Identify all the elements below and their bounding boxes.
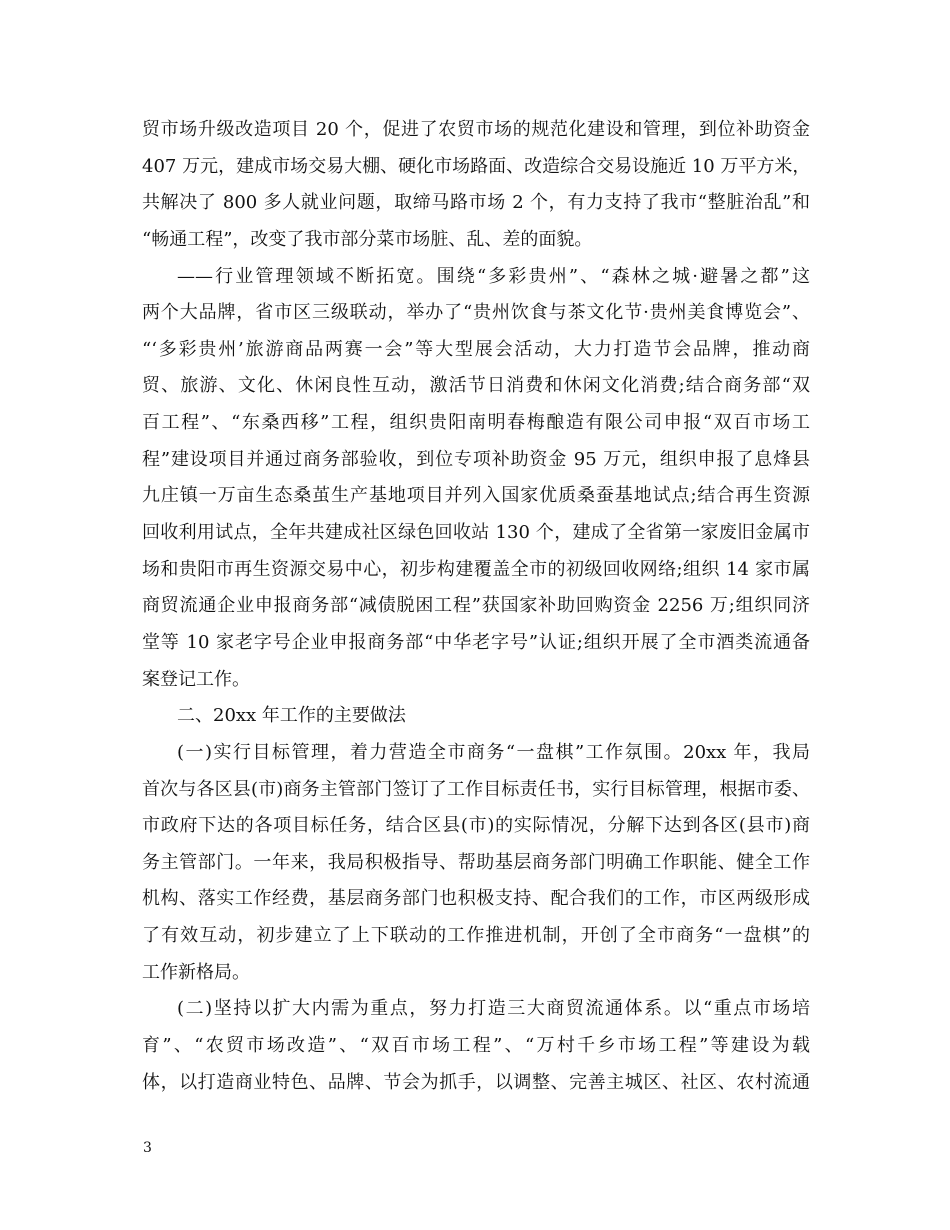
text-line: 案登记工作。 [142,668,250,690]
page-number: 3 [143,1140,152,1156]
text-line: 体，以打造商业特色、品牌、节会为抓手，以调整、完善主城区、社区、农村流通 [142,1071,810,1093]
text-line: 共解决了 800 多人就业问题，取缔马路市场 2 个，有力支持了我市“整脏治乱”和 [142,192,810,214]
text-line: 务主管部门。一年来，我局积极指导、帮助基层商务部门明确工作职能、健全工作 [142,851,810,873]
paragraph [142,259,810,699]
text-line: 机构、落实工作经费，基层商务部门也积极支持、配合我们的工作，市区两级形成 [142,888,810,910]
text-line: (二)坚持以扩大内需为重点，努力打造三大商贸流通体系。以“重点市场培 [177,998,810,1020]
text-line: 贸市场升级改造项目 20 个，促进了农贸市场的规范化建设和管理，到位补助资金 [142,119,810,140]
text-line: (一)实行目标管理，着力营造全市商务“一盘棋”工作氛围。20xx 年，我局 [177,741,810,763]
text-line: 首次与各区县(市)商务主管部门签订了工作目标责任书，实行目标管理，根据市委、 [142,778,810,800]
text-line: 九庄镇一万亩生态桑茧生产基地项目并列入国家优质桑蚕基地试点;结合再生资源 [142,485,810,507]
text-line: 堂等 10 家老字号企业申报商务部“中华老字号”认证;组织开展了全市酒类流通备 [142,631,810,653]
text-line: 场和贵阳市再生资源交易中心，初步构建覆盖全市的初级回收网络;组织 14 家市属 [142,558,810,580]
paragraph [142,735,810,991]
text-line: 回收利用试点，全年共建成社区绿色回收站 130 个，建成了全省第一家废旧金属市 [142,522,810,544]
text-line: 育”、“农贸市场改造”、“双百市场工程”、“万村千乡市场工程”等建设为载 [142,1035,810,1057]
text-line: 贸、旅游、文化、休闲良性互动，激活节日消费和休闲文化消费;结合商务部“双 [142,375,810,397]
paragraph [142,112,810,259]
text-line: 市政府下达的各项目标任务，结合区县(市)的实际情况，分解下达到各区(县市)商 [142,815,810,837]
text-line: 工作新格局。 [142,961,250,983]
body-text [142,112,810,1101]
text-line: “畅通工程”，改变了我市部分菜市场脏、乱、差的面貌。 [142,228,593,250]
text-line: ——行业管理领域不断拓宽。围绕“多彩贵州”、“森林之城·避暑之都”这 [177,265,810,287]
text-line: 程”建设项目并通过商务部验收，到位专项补助资金 95 万元，组织申报了息烽县 [142,448,810,470]
text-line: 了有效互动，初步建立了上下联动的工作推进机制，开创了全市商务“一盘棋”的 [142,925,810,947]
paragraph [142,991,810,1101]
text-line: “‘多彩贵州’旅游商品两赛一会”等大型展会活动，大力打造节会品牌，推动商 [142,338,810,360]
section-heading [142,698,810,735]
text-line: 两个大品牌，省市区三级联动，举办了“贵州饮食与茶文化节·贵州美食博览会”、 [142,302,810,324]
text-line: 商贸流通企业申报商务部“减债脱困工程”获国家补助回购资金 2256 万;组织同济 [142,595,810,617]
section-heading-text: 二、20xx 年工作的主要做法 [177,705,406,727]
text-line: 407 万元，建成市场交易大棚、硬化市场路面、改造综合交易设施近 10 万平方米， [142,155,811,177]
text-line: 百工程”、“东桑西移”工程，组织贵阳南明春梅酿造有限公司申报“双百市场工 [142,412,810,434]
